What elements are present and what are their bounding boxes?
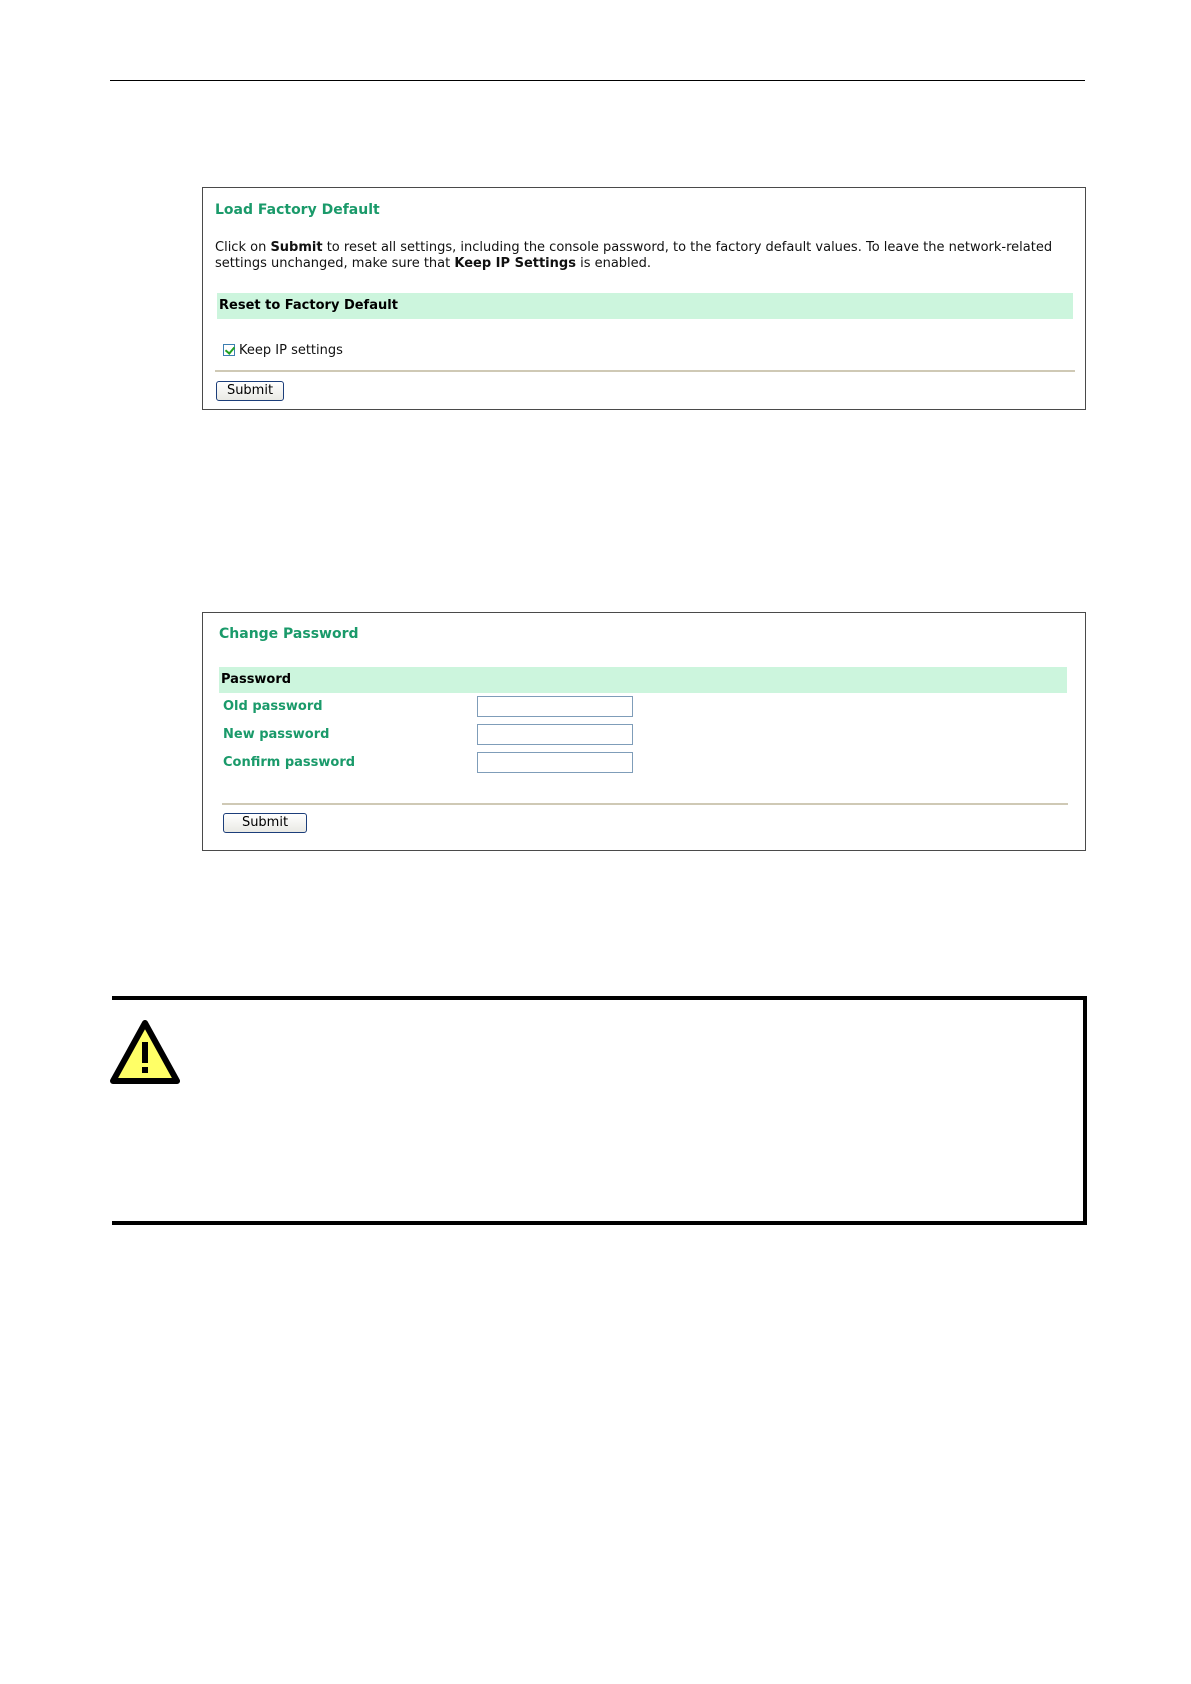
factory-submit-button[interactable]: Submit [216, 381, 284, 401]
new-password-label: New password [223, 727, 330, 742]
divider [215, 370, 1075, 372]
new-password-input[interactable] [477, 724, 633, 745]
password-submit-button[interactable]: Submit [223, 813, 307, 833]
old-password-label: Old password [223, 699, 323, 714]
confirm-password-label: Confirm password [223, 755, 356, 770]
desc-emphasis-submit: Submit [270, 240, 323, 255]
keep-ip-row[interactable] [223, 341, 343, 359]
page-header-rule [110, 80, 1085, 81]
section-header-reset: Reset to Factory Default [217, 293, 1073, 319]
old-password-input[interactable] [477, 696, 633, 717]
panel-title: Change Password [219, 626, 359, 642]
keep-ip-checkbox[interactable] [223, 344, 235, 356]
section-header-password: Password [219, 667, 1067, 693]
desc-text: Click on [215, 240, 271, 255]
warning-triangle-icon [110, 1020, 180, 1088]
confirm-password-input[interactable] [477, 752, 633, 773]
desc-emphasis-keep-ip: Keep IP Settings [454, 256, 576, 271]
load-factory-default-panel [202, 187, 1086, 410]
factory-default-description [215, 240, 1065, 272]
change-password-panel [202, 612, 1086, 851]
desc-text: is enabled. [575, 256, 652, 271]
divider [222, 803, 1068, 805]
keep-ip-label: Keep IP settings [239, 342, 343, 358]
warning-box [112, 996, 1087, 1225]
panel-title: Load Factory Default [215, 202, 380, 218]
desc-text: to reset all settings, including the console password, to the factory default values. To leave the network-related settings unchanged, make sure that [215, 240, 1053, 271]
